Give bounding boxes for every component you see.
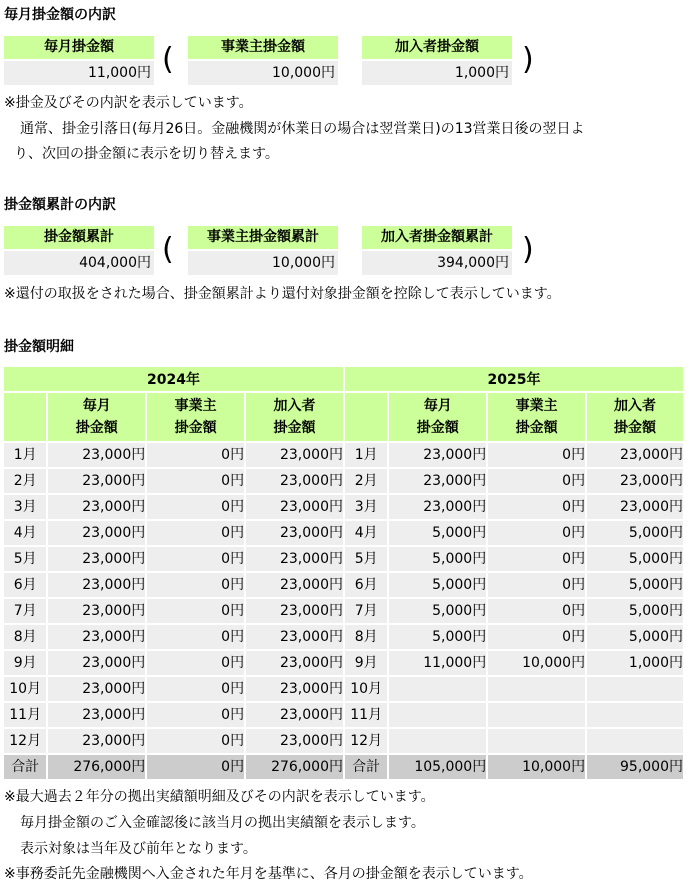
cumulative-total-label: 掛金額累計 [4,226,154,249]
amount-cell: 0円 [147,443,244,469]
amount-cell: 23,000円 [246,703,343,729]
amount-cell [587,703,683,729]
monthly-note-2: 通常、掛金引落日(毎月26日。金融機関が休業日の場合は翌営業日)の13営業日後の翌日よ [20,121,585,137]
detail-note-2: 毎月掛金額のご入金確認後に該当月の拠出実績額を表示します。 [20,815,425,831]
month-cell: 3月 [4,495,46,521]
monthly-note-3: り、次回の掛金額に表示を切り替えます。 [14,146,279,162]
amount-cell: 23,000円 [48,443,145,469]
column-header-row [4,393,683,443]
amount-cell: 5,000円 [389,521,486,547]
monthly-breakdown-title: 毎月掛金額の内訳 [4,7,116,23]
amount-cell: 0円 [147,703,244,729]
amount-cell [488,729,585,755]
amount-cell: 23,000円 [48,573,145,599]
table-row [4,443,683,469]
amount-cell: 23,000円 [389,495,486,521]
cumulative-breakdown-title: 掛金額累計の内訳 [4,197,116,213]
month-cell: 11月 [345,703,387,729]
amount-cell [587,677,683,703]
amount-cell: 0円 [147,677,244,703]
col-monthly-header: 毎月 掛金額 [48,393,145,443]
amount-cell: 5,000円 [389,599,486,625]
total-label: 合計 [4,755,46,779]
member-contribution-box [362,36,512,85]
table-row [4,573,683,599]
total-cell: 10,000円 [488,755,585,779]
amount-cell: 23,000円 [48,651,145,677]
amount-cell: 5,000円 [587,521,683,547]
month-col-header [4,393,46,443]
col-monthly-header: 毎月 掛金額 [389,393,486,443]
amount-cell: 23,000円 [48,469,145,495]
amount-cell: 0円 [488,599,585,625]
table-row [4,521,683,547]
month-cell: 4月 [4,521,46,547]
monthly-contribution-label: 毎月掛金額 [4,36,154,59]
amount-cell: 0円 [147,573,244,599]
month-col-header [345,393,387,443]
amount-cell: 0円 [147,469,244,495]
amount-cell: 0円 [147,599,244,625]
cumulative-note: ※還付の取扱をされた場合、掛金額累計より還付対象掛金額を控除して表示しています。 [4,286,561,302]
cumulative-employer-label: 事業主掛金額累計 [188,226,338,249]
table-row [4,729,683,755]
amount-cell [389,729,486,755]
col-employer-header: 事業主 掛金額 [488,393,585,443]
cumulative-total-box [4,226,154,275]
amount-cell: 23,000円 [48,521,145,547]
amount-cell: 23,000円 [389,443,486,469]
member-contribution-value: 1,000円 [362,61,512,85]
employer-contribution-value: 10,000円 [188,61,338,85]
month-cell: 9月 [4,651,46,677]
amount-cell: 23,000円 [246,443,343,469]
month-cell: 7月 [4,599,46,625]
amount-cell: 23,000円 [48,703,145,729]
month-cell: 12月 [345,729,387,755]
amount-cell: 23,000円 [246,677,343,703]
member-contribution-label: 加入者掛金額 [362,36,512,59]
detail-note-3: 表示対象は当年及び前年となります。 [20,841,257,857]
cumulative-member-label: 加入者掛金額累計 [362,226,512,249]
detail-title: 掛金額明細 [4,339,74,355]
table-row [4,599,683,625]
total-cell: 95,000円 [587,755,683,779]
amount-cell: 0円 [488,573,585,599]
amount-cell [488,677,585,703]
amount-cell: 23,000円 [246,521,343,547]
amount-cell: 0円 [147,521,244,547]
open-paren: ( [162,42,174,77]
table-row [4,625,683,651]
total-label: 合計 [345,755,387,779]
cumulative-member-box [362,226,512,275]
col-member-header: 加入者 掛金額 [246,393,343,443]
amount-cell: 5,000円 [587,625,683,651]
month-cell: 2月 [345,469,387,495]
cumulative-employer-box [188,226,338,275]
month-cell: 10月 [345,677,387,703]
amount-cell [389,703,486,729]
employer-contribution-box [188,36,338,85]
amount-cell: 23,000円 [389,469,486,495]
total-row [4,755,683,779]
table-row [4,677,683,703]
amount-cell: 23,000円 [246,599,343,625]
table-row [4,469,683,495]
amount-cell: 23,000円 [246,547,343,573]
amount-cell: 23,000円 [587,469,683,495]
amount-cell: 0円 [488,547,585,573]
col-employer-header: 事業主 掛金額 [147,393,244,443]
month-cell: 1月 [4,443,46,469]
month-cell: 4月 [345,521,387,547]
amount-cell [488,703,585,729]
amount-cell: 23,000円 [587,495,683,521]
amount-cell: 0円 [488,443,585,469]
amount-cell [587,729,683,755]
month-cell: 10月 [4,677,46,703]
close-paren: ) [522,42,534,77]
detail-note-4: ※事務委託先金融機関へ入金された年月を基準に、各月の掛金額を表示しています。 [4,866,533,882]
month-cell: 2月 [4,469,46,495]
contribution-detail-table [2,367,685,779]
amount-cell: 5,000円 [389,573,486,599]
col-member-header: 加入者 掛金額 [587,393,683,443]
amount-cell: 23,000円 [48,677,145,703]
amount-cell: 5,000円 [389,547,486,573]
cumulative-member-value: 394,000円 [362,251,512,275]
month-cell: 11月 [4,703,46,729]
cumulative-total-value: 404,000円 [4,251,154,275]
monthly-contribution-value: 11,000円 [4,61,154,85]
year-header-row [4,367,683,393]
amount-cell: 23,000円 [246,573,343,599]
month-cell: 5月 [4,547,46,573]
amount-cell: 0円 [488,521,585,547]
detail-note-1: ※最大過去２年分の拠出実績額明細及びその内訳を表示しています。 [4,789,435,805]
amount-cell: 23,000円 [48,729,145,755]
cumulative-employer-value: 10,000円 [188,251,338,275]
amount-cell: 0円 [488,495,585,521]
amount-cell: 5,000円 [587,599,683,625]
amount-cell: 0円 [488,469,585,495]
month-cell: 8月 [4,625,46,651]
amount-cell: 23,000円 [246,495,343,521]
amount-cell: 23,000円 [48,495,145,521]
amount-cell: 23,000円 [246,625,343,651]
month-cell: 6月 [4,573,46,599]
month-cell: 3月 [345,495,387,521]
total-cell: 276,000円 [246,755,343,779]
amount-cell: 23,000円 [246,651,343,677]
amount-cell: 23,000円 [587,443,683,469]
month-cell: 7月 [345,599,387,625]
amount-cell: 23,000円 [48,625,145,651]
amount-cell: 10,000円 [488,651,585,677]
amount-cell: 5,000円 [587,573,683,599]
amount-cell: 0円 [147,547,244,573]
amount-cell: 23,000円 [246,469,343,495]
monthly-note-1: ※掛金及びその内訳を表示しています。 [4,95,253,111]
table-row [4,547,683,573]
total-cell: 276,000円 [48,755,145,779]
amount-cell: 5,000円 [389,625,486,651]
amount-cell [389,677,486,703]
amount-cell: 1,000円 [587,651,683,677]
amount-cell: 23,000円 [48,547,145,573]
month-cell: 8月 [345,625,387,651]
amount-cell: 0円 [147,729,244,755]
month-cell: 12月 [4,729,46,755]
employer-contribution-label: 事業主掛金額 [188,36,338,59]
table-row [4,651,683,677]
amount-cell: 0円 [147,495,244,521]
amount-cell: 23,000円 [48,599,145,625]
amount-cell: 11,000円 [389,651,486,677]
total-cell: 0円 [147,755,244,779]
month-cell: 5月 [345,547,387,573]
table-row [4,495,683,521]
amount-cell: 0円 [147,651,244,677]
monthly-contribution-box [4,36,154,85]
month-cell: 1月 [345,443,387,469]
open-paren: ( [162,232,174,267]
year-2025-header: 2025年 [345,367,683,393]
total-cell: 105,000円 [389,755,486,779]
year-2024-header: 2024年 [4,367,343,393]
table-row [4,703,683,729]
month-cell: 6月 [345,573,387,599]
amount-cell: 0円 [488,625,585,651]
amount-cell: 5,000円 [587,547,683,573]
close-paren: ) [522,232,534,267]
amount-cell: 0円 [147,625,244,651]
amount-cell: 23,000円 [246,729,343,755]
month-cell: 9月 [345,651,387,677]
